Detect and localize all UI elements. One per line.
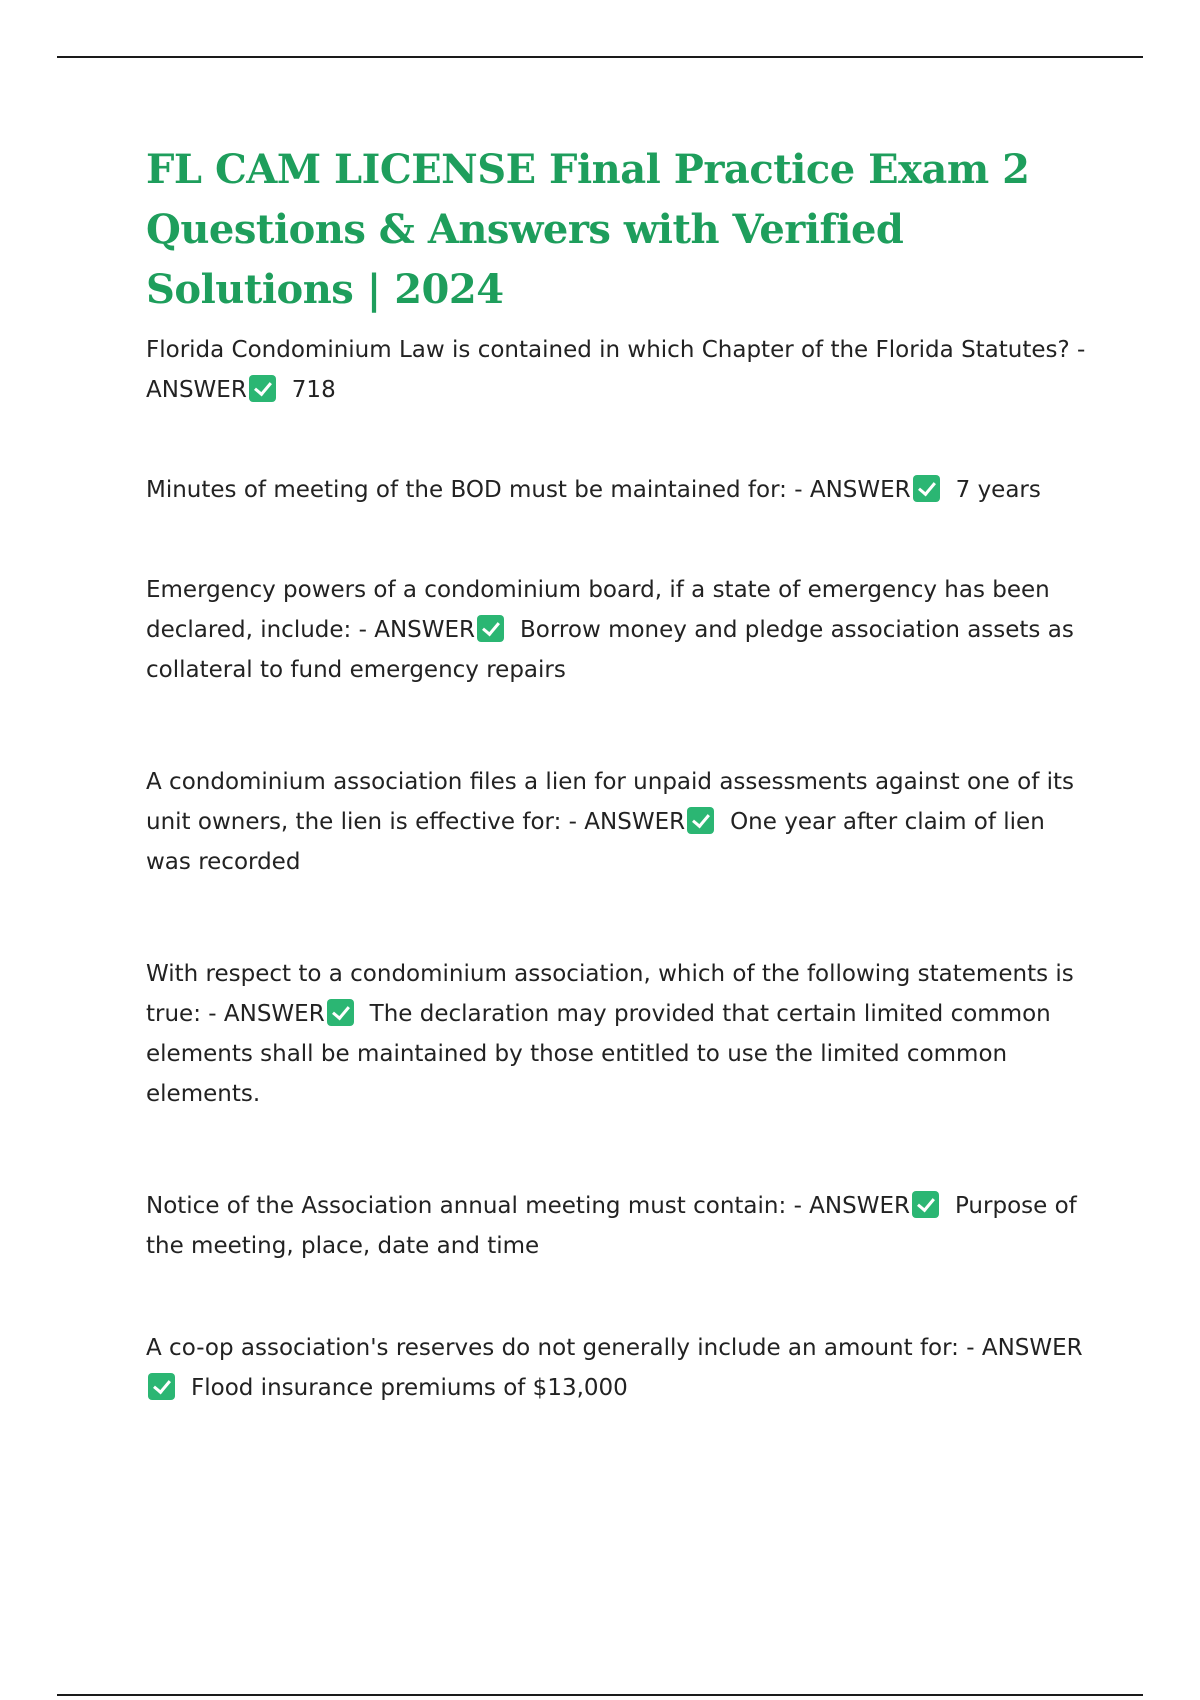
answer-text: The declaration may provided that certain limited common elements shall be maintained by those entitled to use the limited common elements. [146,1001,1051,1107]
question-text: A condominium association files a lien for unpaid assessments against one of its unit owners, the lien is effective for: [146,769,1074,835]
qa-item [146,570,1086,690]
checkmark-icon [912,1191,939,1218]
answer-marker: - ANSWER [208,1001,325,1027]
question-text: Notice of the Association annual meeting must contain: [146,1193,787,1219]
answer-text: Flood insurance premiums of $13,000 [191,1375,628,1401]
answer-marker: - ANSWER [794,477,911,503]
checkmark-icon [687,807,714,834]
bottom-rule [57,1694,1143,1696]
qa-item [146,1328,1086,1408]
answer-marker: - ANSWER [146,337,1086,403]
checkmark-icon [913,475,940,502]
checkmark-icon [327,999,354,1026]
question-text: Emergency powers of a condominium board, if a state of emergency has been declared, include: [146,577,1050,643]
checkmark-icon [249,375,276,402]
question-text: Florida Condominium Law is contained in which Chapter of the Florida Statutes? [146,337,1070,363]
checkmark-icon [148,1373,175,1400]
answer-marker: - ANSWER [568,809,686,835]
answer-marker: - ANSWER [966,1335,1083,1361]
qa-item [146,330,1086,410]
answer-text: One year after claim of lien was recorded [146,809,1045,875]
answer-text: Purpose of the meeting, place, date and time [146,1193,1077,1259]
qa-item [146,470,1086,510]
qa-item [146,762,1086,882]
checkmark-icon [477,615,504,642]
answer-marker: - ANSWER [358,617,476,643]
document-title: FL CAM LICENSE Final Practice Exam 2 Questions & Answers with Verified Solutions | 2024 [146,146,1030,313]
question-text: A co-op association's reserves do not generally include an amount for: [146,1335,959,1361]
document-body [146,140,1086,1408]
answer-text: 7 years [955,477,1041,503]
top-rule [57,56,1143,58]
answer-text: 718 [291,377,336,403]
question-text: With respect to a condominium association, which of the following statements is true: [146,961,1074,1027]
answer-text: Borrow money and pledge association assets as collateral to fund emergency repairs [146,617,1074,683]
question-text: Minutes of meeting of the BOD must be maintained for: [146,477,787,503]
qa-item [146,1186,1086,1266]
qa-item [146,954,1086,1114]
answer-marker: - ANSWER [793,1193,910,1219]
